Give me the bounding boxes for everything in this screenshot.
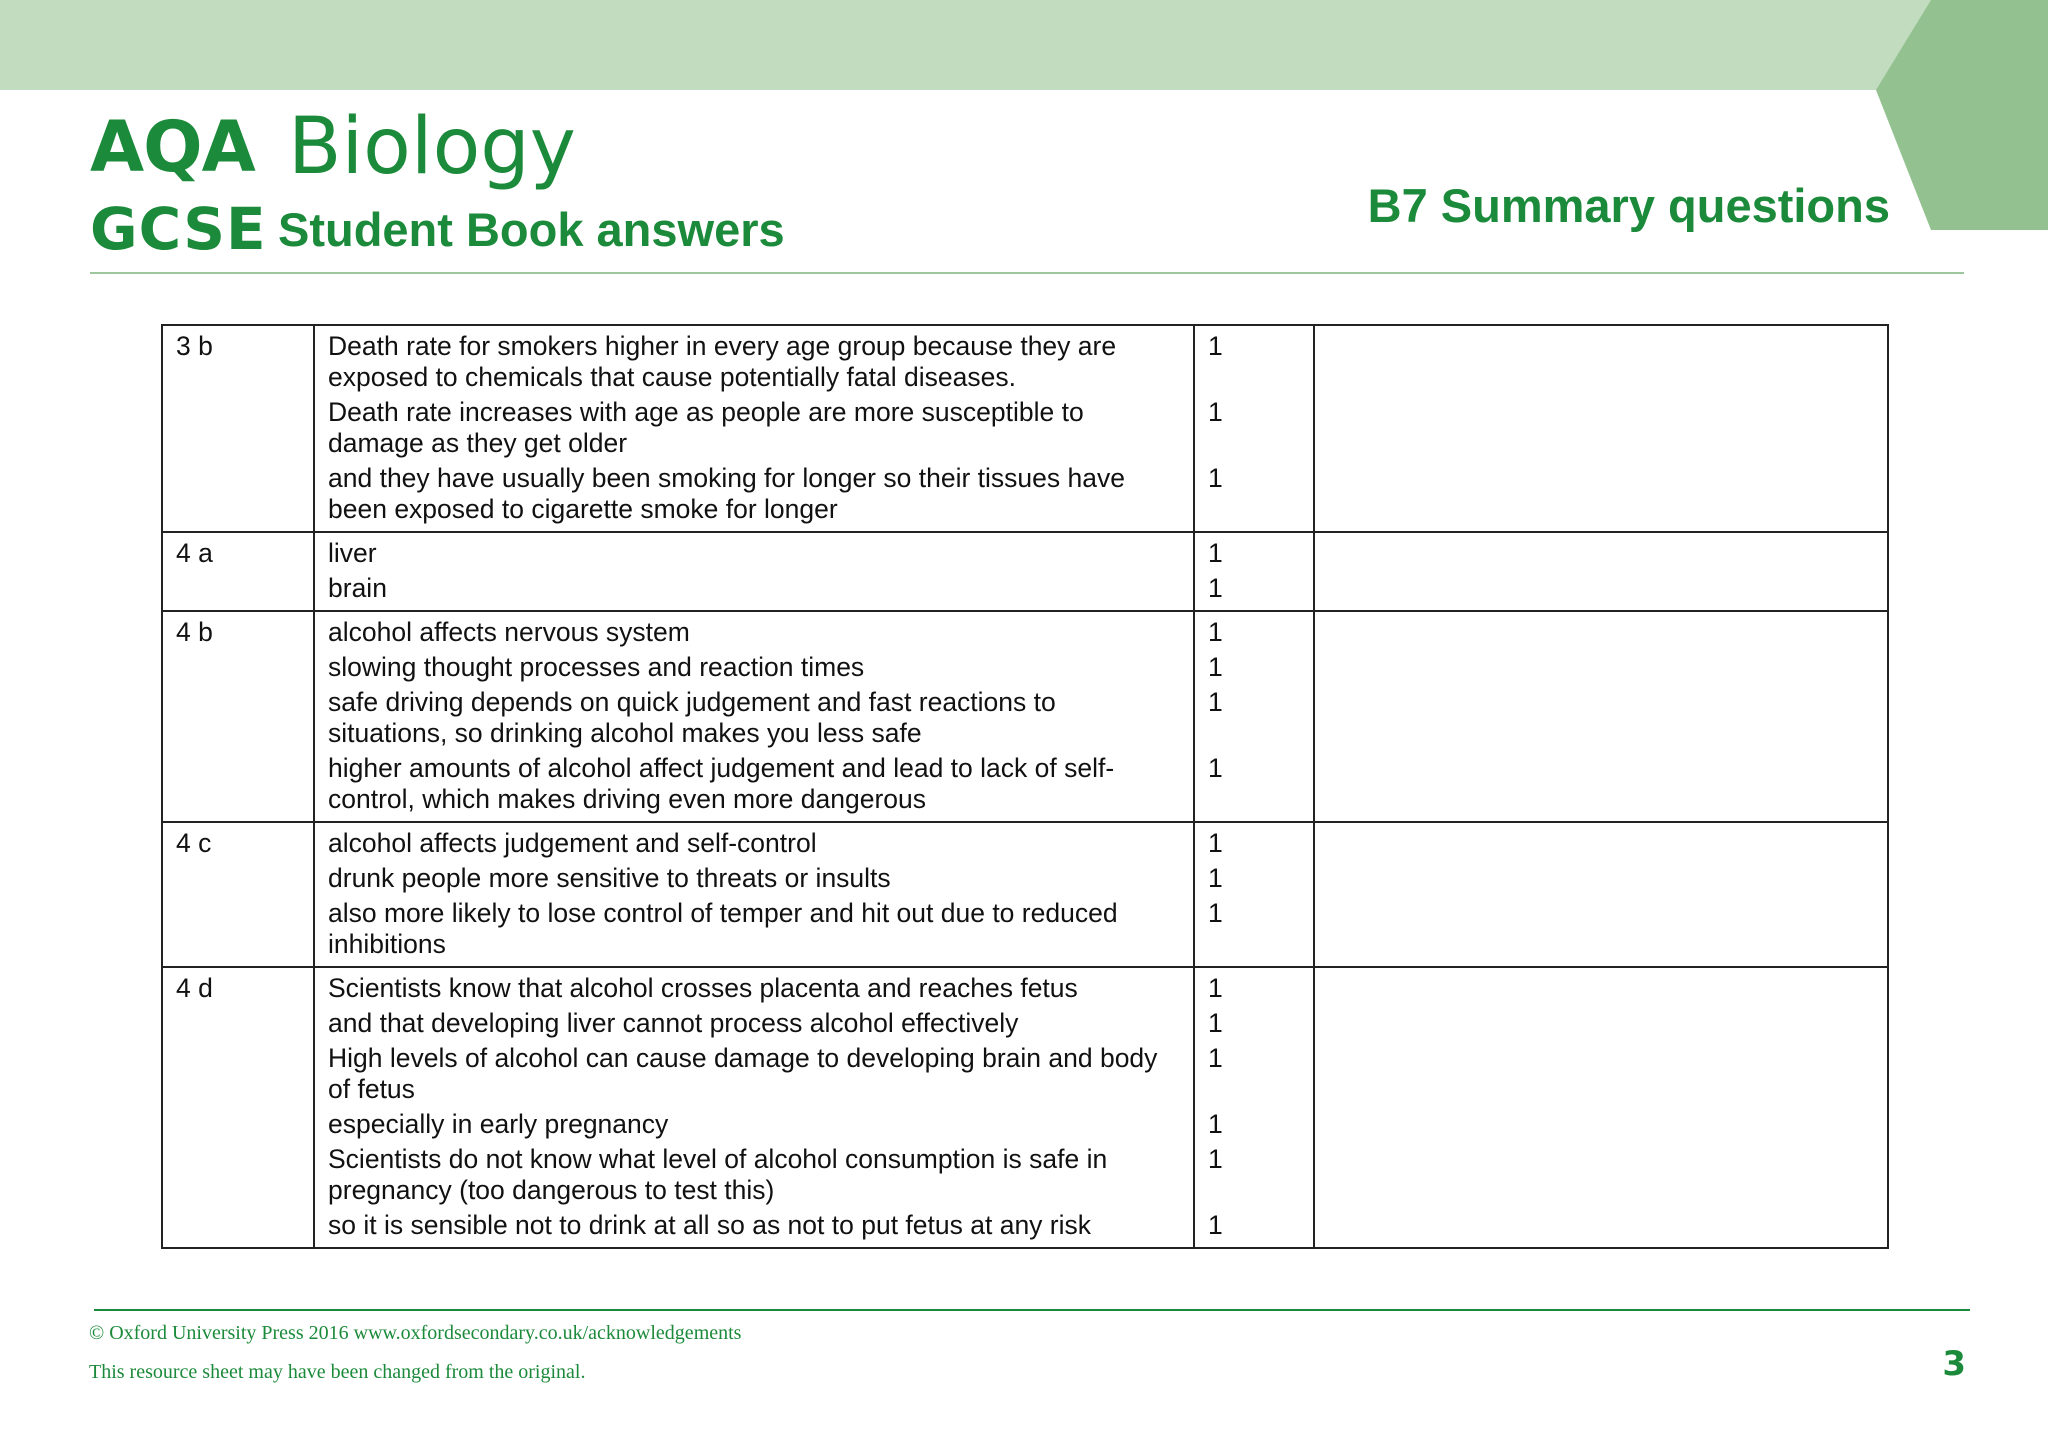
answer-line: drunk people more sensitive to threats or insults — [328, 863, 891, 893]
question-number-cell: 4 b — [162, 611, 314, 822]
mark-value: 1 — [1208, 331, 1223, 361]
header-divider — [90, 272, 1964, 274]
answer-line: safe driving depends on quick judgement and fast reactions to situations, so drinking alcohol makes you less safe — [328, 687, 1056, 748]
marks-cell — [1194, 325, 1314, 532]
guidance-cell — [1314, 325, 1888, 532]
table-row — [162, 611, 1888, 822]
answer-cell — [314, 967, 1194, 1248]
mark-value: 1 — [1208, 1144, 1223, 1174]
brand-gcse: GCSE — [90, 195, 267, 263]
marks-cell — [1194, 611, 1314, 822]
mark-value: 1 — [1208, 1210, 1223, 1240]
answer-line: liver — [328, 538, 377, 568]
answer-cell — [314, 325, 1194, 532]
mark-value: 1 — [1208, 1109, 1223, 1139]
answer-line: so it is sensible not to drink at all so as not to put fetus at any risk — [328, 1210, 1092, 1240]
answer-line: slowing thought processes and reaction times — [328, 652, 865, 682]
answer-line: and they have usually been smoking for longer so their tissues have been exposed to cigarette smoke for longer — [328, 463, 1125, 524]
mark-value: 1 — [1208, 753, 1223, 783]
answer-line: higher amounts of alcohol affect judgement and lead to lack of self-control, which makes driving even more dangerous — [328, 753, 1115, 814]
footer-divider — [94, 1309, 1970, 1311]
mark-value: 1 — [1208, 828, 1223, 858]
mark-value: 1 — [1208, 898, 1223, 928]
table-row — [162, 532, 1888, 611]
question-number-cell: 4 a — [162, 532, 314, 611]
answer-line: High levels of alcohol can cause damage to developing brain and body of fetus — [328, 1043, 1158, 1104]
answer-cell — [314, 532, 1194, 611]
question-number-cell: 3 b — [162, 325, 314, 532]
brand-subject: Biology — [288, 102, 576, 192]
answers-table-body — [162, 325, 1888, 1248]
mark-value: 1 — [1208, 463, 1223, 493]
mark-value: 1 — [1208, 863, 1223, 893]
answer-line: Death rate increases with age as people are more susceptible to damage as they get older — [328, 397, 1084, 458]
guidance-cell — [1314, 822, 1888, 967]
answer-cell — [314, 611, 1194, 822]
answers-table — [161, 324, 1889, 1249]
answer-line: especially in early pregnancy — [328, 1109, 669, 1139]
mark-value: 1 — [1208, 1043, 1223, 1073]
table-row — [162, 967, 1888, 1248]
answer-line: alcohol affects nervous system — [328, 617, 690, 647]
brand-aqa: AQA — [90, 106, 255, 188]
answer-line: Scientists do not know what level of alcohol consumption is safe in pregnancy (too dangerous to test this) — [328, 1144, 1108, 1205]
header-band — [0, 0, 2048, 90]
answer-line: also more likely to lose control of temper and hit out due to reduced inhibitions — [328, 898, 1118, 959]
mark-value: 1 — [1208, 1008, 1223, 1038]
table-row — [162, 822, 1888, 967]
mark-value: 1 — [1208, 652, 1223, 682]
answer-line: alcohol affects judgement and self-control — [328, 828, 817, 858]
mark-value: 1 — [1208, 973, 1223, 1003]
marks-cell — [1194, 967, 1314, 1248]
question-number-cell: 4 d — [162, 967, 314, 1248]
mark-value: 1 — [1208, 538, 1223, 568]
disclaimer-text: This resource sheet may have been changed from the original. — [89, 1361, 586, 1383]
guidance-cell — [1314, 532, 1888, 611]
marks-cell — [1194, 822, 1314, 967]
mark-value: 1 — [1208, 573, 1223, 603]
answer-line: and that developing liver cannot process alcohol effectively — [328, 1008, 1019, 1038]
copyright-notice: © Oxford University Press 2016 www.oxfordsecondary.co.uk/acknowledgements — [89, 1322, 742, 1344]
mark-value: 1 — [1208, 397, 1223, 427]
answer-line: Scientists know that alcohol crosses placenta and reaches fetus — [328, 973, 1078, 1003]
guidance-cell — [1314, 967, 1888, 1248]
answer-cell — [314, 822, 1194, 967]
mark-value: 1 — [1208, 687, 1223, 717]
table-row — [162, 325, 1888, 532]
answer-line: brain — [328, 573, 387, 603]
page-number: 3 — [1942, 1344, 1966, 1384]
brand-book-title: Student Book answers — [278, 203, 785, 256]
marks-cell — [1194, 532, 1314, 611]
mark-value: 1 — [1208, 617, 1223, 647]
question-number-cell: 4 c — [162, 822, 314, 967]
guidance-cell — [1314, 611, 1888, 822]
answer-line: Death rate for smokers higher in every age group because they are exposed to chemicals that cause potentially fatal diseases. — [328, 331, 1117, 392]
section-title: B7 Summary questions — [1367, 179, 1890, 232]
